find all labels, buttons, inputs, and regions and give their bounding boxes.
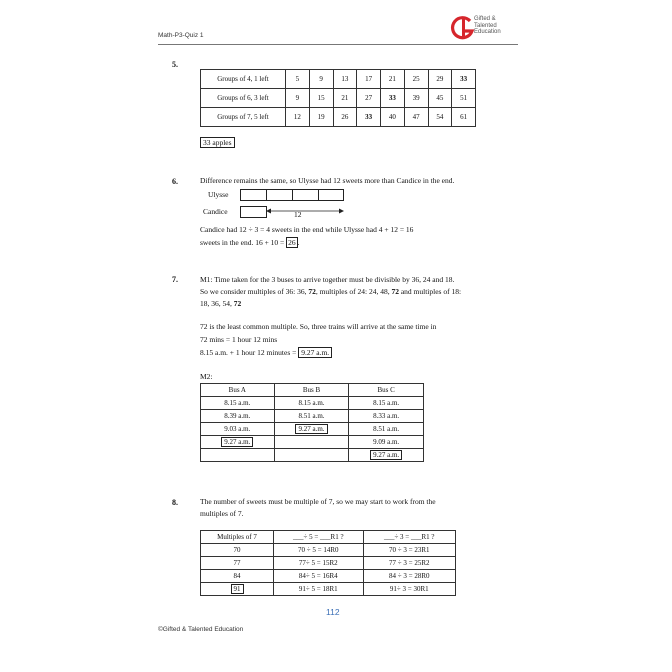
table-cell: 21 [333,89,357,108]
table-cell: 9 [286,89,310,108]
brand-logo [450,14,520,44]
q7-m1-line3: 18, 36, 54, 72 [200,299,242,308]
table-cell: 70 ÷ 3 = 23R1 [363,544,455,557]
bar-unit [240,189,267,201]
table-cell: 33 [357,108,381,127]
table-cell: 8.33 a.m. [349,410,424,423]
table-cell: 9.03 a.m. [201,423,275,436]
table-cell: 8.15 a.m. [274,397,349,410]
bus-timetable [200,383,424,462]
answer-box: 9.27 a.m. [295,424,327,434]
q6-statement: Difference remains the same, so Ulysse had 12 sweets more than Candice in the end. [200,176,455,185]
q8-line2: multiples of 7. [200,509,244,518]
column-header: ___÷ 3 = ___R1 ? [363,531,455,544]
table-cell: 13 [333,70,357,89]
question-6-number: 6. [172,177,178,186]
doc-title: Math-P3-Quiz 1 [158,32,204,39]
question-7-number: 7. [172,275,178,284]
q7-m1-line1: M1: Time taken for the 3 buses to arrive together must be divisible by 36, 24 and 18. [200,275,455,284]
q7-lcm-statement: 72 is the least common multiple. So, three trains will arrive at the same time in [200,322,437,331]
column-header: ___÷ 5 = ___R1 ? [274,531,364,544]
table-cell: 77÷ 5 = 15R2 [274,557,364,570]
table-cell: 77 ÷ 3 = 25R2 [363,557,455,570]
table-cell: 8.51 a.m. [349,423,424,436]
answer-box: 9.27 a.m. [298,347,332,358]
table-cell: 8.51 a.m. [274,410,349,423]
table-row [201,449,424,462]
q5-answer [200,137,235,149]
table-cell: 47 [404,108,428,127]
label-candice: Candice [203,207,228,216]
table-cell: 27 [357,89,381,108]
table-cell: 8.15 a.m. [201,397,275,410]
q7-conversion: 72 mins = 1 hour 12 mins [200,335,278,344]
column-header: Bus B [274,384,349,397]
table-header-row [201,531,456,544]
table-cell: 25 [404,70,428,89]
q6-working-2: sweets in the end. 16 + 10 = 26 . [200,238,300,247]
table-cell: 91÷ 3 = 30R1 [363,583,455,596]
row-label: Groups of 4, 1 left [201,70,286,89]
table-cell: 84÷ 5 = 16R4 [274,570,364,583]
table-row [201,397,424,410]
q5-table [200,69,476,127]
table-cell: 17 [357,70,381,89]
table-row [201,108,476,127]
q6-working-1: Candice had 12 ÷ 3 = 4 sweets in the end while Ulysse had 4 + 12 = 16 [200,225,414,234]
table-cell: 84 ÷ 3 = 28R0 [363,570,455,583]
table-cell: 33 [452,70,476,89]
table-cell: 40 [381,108,405,127]
table-cell: 9 [309,70,333,89]
table-cell: 26 [333,108,357,127]
header-divider [158,44,518,45]
table-cell: 8.15 a.m. [349,397,424,410]
table-cell [201,449,275,462]
table-cell: 21 [381,70,405,89]
multiples-table [200,530,456,596]
table-cell: 77 [201,557,274,570]
q7-m2-label: M2: [200,372,213,381]
table-cell: 84 [201,570,274,583]
column-header: Bus A [201,384,275,397]
table-row [201,570,456,583]
table-row [201,557,456,570]
table-cell: 61 [452,108,476,127]
answer-box: 9.27 a.m. [370,450,402,460]
table-row [201,583,456,596]
bar-unit [266,189,293,201]
table-cell: 91÷ 5 = 18R1 [274,583,364,596]
table-cell: 12 [286,108,310,127]
table-cell: 70 ÷ 5 = 14R0 [274,544,364,557]
table-cell: 45 [428,89,452,108]
table-cell: 54 [428,108,452,127]
table-cell: 8.39 a.m. [201,410,275,423]
answer-box: 9.27 a.m. [221,437,253,447]
q8-line1: The number of sweets must be multiple of 7, so we may start to work from the [200,497,436,506]
table-row [201,410,424,423]
question-5-number: 5. [172,60,178,69]
bar-unit [318,189,344,201]
label-ulysse: Ulysse [208,190,229,199]
table-header-row [201,384,424,397]
table-cell: 39 [404,89,428,108]
table-row [201,423,424,436]
row-label: Groups of 7, 5 left [201,108,286,127]
bar-unit [240,206,267,218]
logo-text: Gifted & Talented Education [474,16,501,35]
column-header: Multiples of 7 [201,531,274,544]
bar-unit [292,189,319,201]
table-cell: 29 [428,70,452,89]
copyright-footer: ©Gifted & Talented Education [158,626,244,633]
table-cell: 33 [381,89,405,108]
answer-box: 91 [231,584,244,594]
table-cell: 51 [452,89,476,108]
table-row [201,544,456,557]
difference-value: 12 [294,210,302,219]
table-row [201,70,476,89]
g-logo-icon [450,14,476,42]
table-cell: 19 [309,108,333,127]
table-cell: 9.09 a.m. [349,436,424,449]
question-8-number: 8. [172,498,178,507]
table-cell: 70 [201,544,274,557]
answer-box: 26 [288,238,296,247]
table-cell [274,436,349,449]
table-row [201,89,476,108]
difference-arrow [266,206,346,218]
column-header: Bus C [349,384,424,397]
q7-result: 8.15 a.m. + 1 hour 12 minutes = 9.27 a.m. [200,347,332,359]
answer-box: 33 apples [200,137,235,148]
page-number: 112 [326,607,340,617]
table-cell [274,449,349,462]
table-row [201,436,424,449]
table-cell: 15 [309,89,333,108]
row-label: Groups of 6, 3 left [201,89,286,108]
table-cell: 5 [286,70,310,89]
q7-m1-line2: So we consider multiples of 36: 36, 72, multiples of 24: 24, 48, 72 and multiples of 18: [200,287,462,296]
